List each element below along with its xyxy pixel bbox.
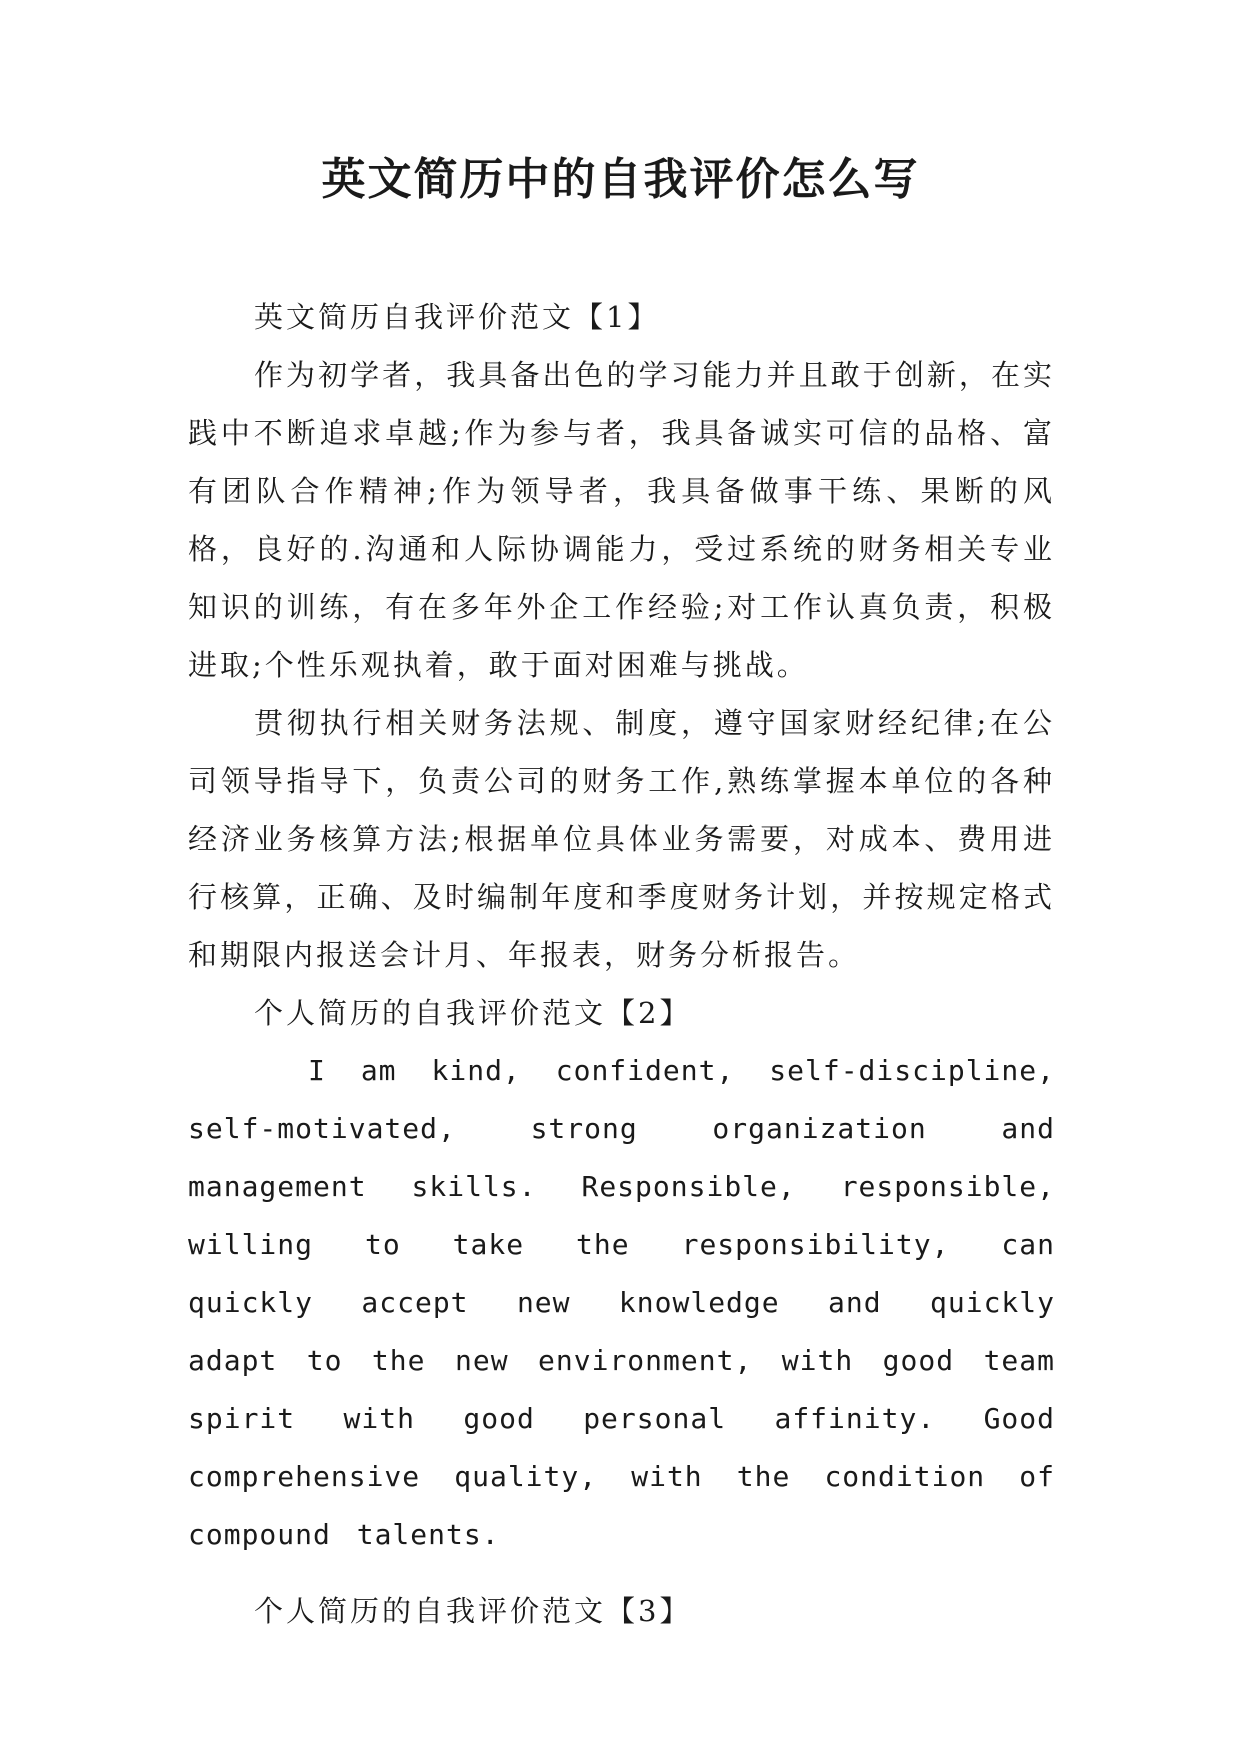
section-heading-3: 个人简历的自我评价范文【3】 <box>254 1594 692 1628</box>
document-title: 英文简历中的自我评价怎么写 <box>321 154 920 205</box>
section-1-paragraph-1: 作为初学者，我具备出色的学习能力并且敢于创新，在实践中不断追求卓越;作为参与者，我具备诚实可信的品格、富有团队合作精神;作为领导者，我具备做事干练、果断的风格，良好的.沟通和人际协调能力，受过系统的财务相关专业知识的训练，有在多年外企工作经验;对工作认真负责，积极进取;个性乐观执着，敢于面对困难与挑战。 <box>188 358 1055 682</box>
document-body <box>188 288 1055 1640</box>
section-heading-2: 个人简历的自我评价范文【2】 <box>254 996 692 1030</box>
section-1-paragraph-2: 贯彻执行相关财务法规、制度，遵守国家财经纪律;在公司领导指导下，负责公司的财务工作,熟练掌握本单位的各种经济业务核算方法;根据单位具体业务需要，对成本、费用进行核算，正确、及时编制年度和季度财务计划，并按规定格式和期限内报送会计月、年报表，财务分析报告。 <box>188 706 1055 972</box>
section-heading-1: 英文简历自我评价范文【1】 <box>254 300 660 334</box>
spacer <box>188 1564 1055 1582</box>
section-2-paragraph-1: I am kind, confident, self-discipline, self-motivated, strong organization and management skills. Responsible, responsible, willing to take the responsibility, can quickly accept new knowledge and quickly adapt to the new environment, with good team spirit with good personal affinity. Good comprehensive quality, with the condition of compound talents. <box>188 1054 1055 1551</box>
